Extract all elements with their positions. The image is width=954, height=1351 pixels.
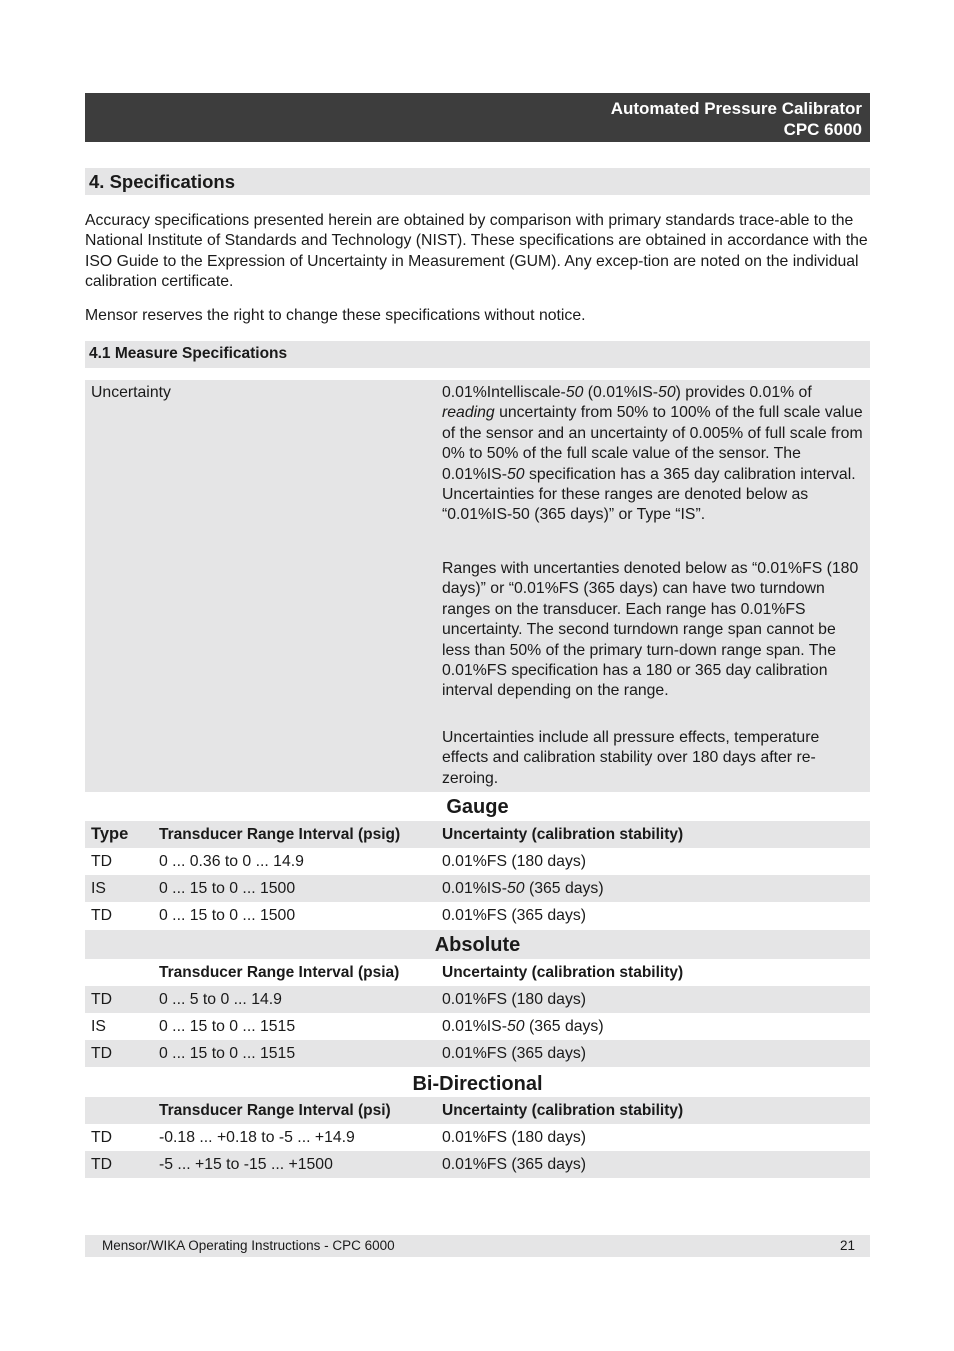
table-row — [85, 1013, 870, 1040]
table-row — [85, 902, 870, 929]
uncertainty-block — [85, 380, 870, 792]
bidirectional-title: Bi-Directional — [412, 1073, 543, 1095]
cell-range: -0.18 ... +0.18 to -5 ... +14.9 — [159, 1129, 355, 1146]
footer-text: Mensor/WIKA Operating Instructions - CPC 6000 — [102, 1238, 395, 1253]
cell-range: 0 ... 0.36 to 0 ... 14.9 — [159, 853, 304, 870]
cell-type: TD — [91, 853, 113, 870]
table-row — [85, 848, 870, 875]
notice-paragraph: Mensor reserves the right to change these specifications without notice. — [85, 307, 586, 324]
intro-paragraph: Accuracy specifications presented herein are obtained by comparison with primary standards trace-able to the National Institute of Standards and Technology (NIST). These specifications are obtained in accordance with the ISO Guide to the Expression of Uncertainty in Measurement (GUM). Any excep-tion are noted on the individual calibration certificate. — [85, 212, 868, 291]
cell-type: TD — [91, 1156, 113, 1173]
page-footer — [85, 1235, 870, 1257]
cell-range: 0 ... 15 to 0 ... 1515 — [159, 1045, 296, 1062]
cell-range: 0 ... 15 to 0 ... 1500 — [159, 880, 296, 897]
cell-type: TD — [91, 907, 113, 924]
cell-uncertainty: 0.01%IS-50 (365 days) — [442, 880, 604, 897]
uncertainty-paragraph-1: 0.01%Intelliscale-50 (0.01%IS-50) provides 0.01% of reading uncertainty from 50% to 100% of the full scale value of the sensor and an uncertainty of 0.005% of full scale from 0% to 50% of the full scale value of the sensor. The 0.01%IS-50 specification has a 365 day calibration interval. Uncertainties for these ranges are denoted below as “0.01%IS-50 (365 days)” or Type “IS”. — [442, 384, 863, 524]
cell-type: IS — [91, 1018, 106, 1035]
cell-range: 0 ... 5 to 0 ... 14.9 — [159, 991, 282, 1008]
column-header-range: Transducer Range Interval (psi) — [159, 1102, 391, 1119]
column-header-range: Transducer Range Interval (psia) — [159, 964, 400, 981]
cell-uncertainty: 0.01%FS (365 days) — [442, 1156, 587, 1173]
subsection-title: 4.1 Measure Specifications — [85, 341, 870, 368]
section-title: 4. Specifications — [85, 168, 870, 195]
cell-type: TD — [91, 1045, 113, 1062]
header-model: CPC 6000 — [783, 120, 862, 139]
uncertainty-label: Uncertainty — [91, 384, 171, 401]
column-header-type: Type — [91, 825, 129, 843]
page-number: 21 — [839, 1238, 855, 1253]
gauge-title: Gauge — [446, 796, 509, 818]
cell-uncertainty: 0.01%FS (365 days) — [442, 907, 587, 924]
table-row — [85, 1124, 870, 1151]
table-row — [85, 1040, 870, 1067]
table-row — [85, 875, 870, 902]
uncertainty-paragraph-2: Ranges with uncertanties denoted below as “0.01%FS (180 days)” or “0.01%FS (365 days) can have two turndown ranges on the transducer. Each range has 0.01%FS uncertainty. The second turndown range span cannot be less than 50% of the primary turn-down range span. The 0.01%FS specification has a 180 or 365 day calibration interval depending on the range. — [442, 560, 859, 700]
cell-type: TD — [91, 991, 113, 1008]
table-row — [85, 1151, 870, 1178]
cell-range: 0 ... 15 to 0 ... 1515 — [159, 1018, 296, 1035]
cell-uncertainty: 0.01%FS (180 days) — [442, 853, 587, 870]
absolute-title: Absolute — [434, 934, 521, 956]
absolute-table-header — [85, 959, 870, 986]
column-header-range: Transducer Range Interval (psig) — [159, 826, 401, 843]
table-row — [85, 986, 870, 1013]
column-header-uncertainty: Uncertainty (calibration stability) — [442, 1102, 684, 1119]
cell-uncertainty: 0.01%FS (180 days) — [442, 1129, 587, 1146]
cell-range: -5 ... +15 to -15 ... +1500 — [159, 1156, 333, 1173]
uncertainty-paragraph-3: Uncertainties include all pressure effects, temperature effects and calibration stability over 180 days after re-zeroing. — [442, 729, 820, 787]
header-title: Automated Pressure Calibrator — [610, 99, 862, 118]
column-header-uncertainty: Uncertainty (calibration stability) — [442, 964, 684, 981]
document-header — [85, 93, 870, 142]
bidirectional-table-header — [85, 1097, 870, 1124]
column-header-uncertainty: Uncertainty (calibration stability) — [442, 826, 684, 843]
cell-type: IS — [91, 880, 106, 897]
cell-uncertainty: 0.01%FS (180 days) — [442, 991, 587, 1008]
gauge-table-header — [85, 821, 870, 848]
cell-uncertainty: 0.01%FS (365 days) — [442, 1045, 587, 1062]
cell-uncertainty: 0.01%IS-50 (365 days) — [442, 1018, 604, 1035]
cell-range: 0 ... 15 to 0 ... 1500 — [159, 907, 296, 924]
cell-type: TD — [91, 1129, 113, 1146]
